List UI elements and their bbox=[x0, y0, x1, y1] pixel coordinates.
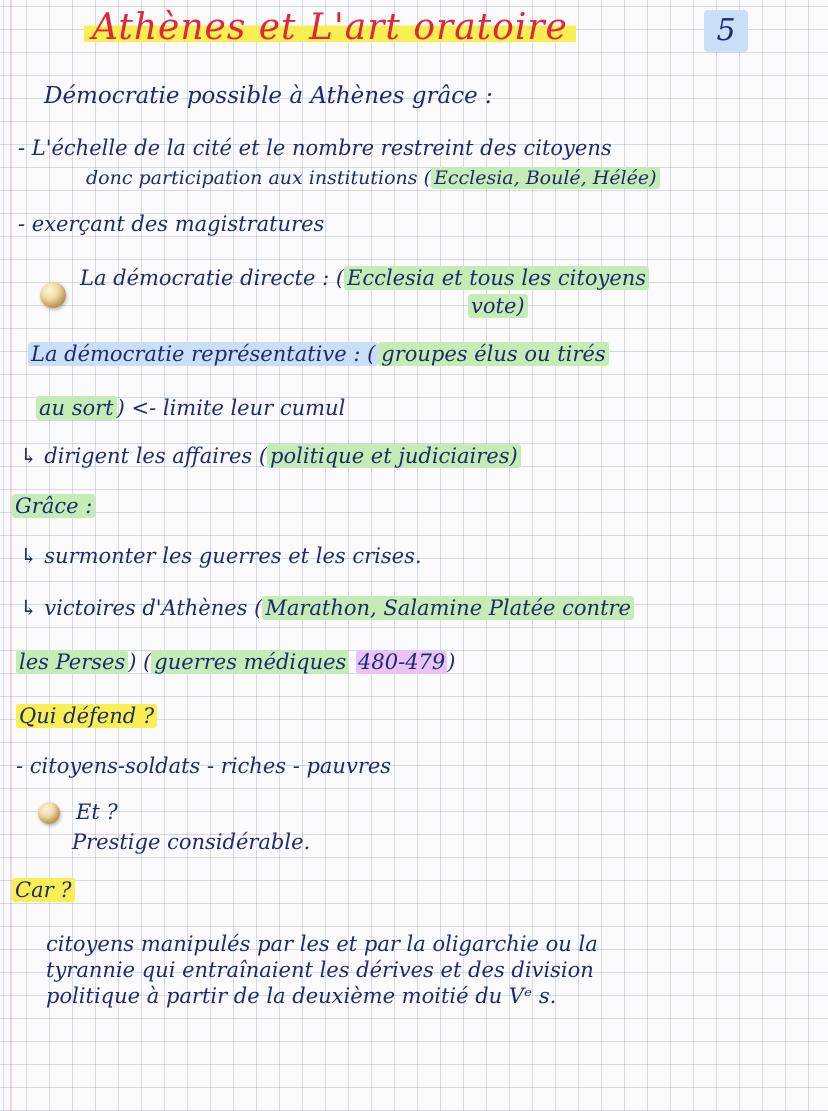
direct-affairs-text: ↳ dirigent les affaires ( bbox=[20, 444, 268, 468]
persians-text: les Perses bbox=[16, 650, 128, 674]
participation-text: donc participation aux institutions ( bbox=[86, 167, 431, 189]
victories-text: ↳ victoires d'Athènes ( bbox=[20, 596, 263, 620]
point-magistratures: - exerçant des magistratures bbox=[18, 212, 325, 236]
who-defends-text: Qui défend ? bbox=[16, 704, 157, 728]
victories-line bbox=[20, 594, 634, 622]
representative-democracy-label: La démocratie représentative : ( bbox=[28, 342, 378, 366]
direct-affairs-line bbox=[20, 442, 521, 470]
battles-list: Marathon, Salamine Platée contre bbox=[262, 596, 634, 620]
representative-democracy-line bbox=[28, 340, 609, 368]
representative-democracy-continued bbox=[36, 394, 345, 422]
defenders-line: - citoyens-soldats - riches - pauvres bbox=[16, 754, 392, 778]
page-title bbox=[84, 6, 576, 50]
median-wars-text: guerres médiques bbox=[151, 650, 349, 674]
representative-democracy-detail: groupes élus ou tirés bbox=[378, 342, 608, 366]
because-text: Car ? bbox=[12, 878, 75, 902]
persian-wars-line bbox=[16, 648, 455, 676]
direct-democracy-label: La démocratie directe : ( bbox=[80, 266, 345, 290]
closing-paren: ) bbox=[447, 650, 456, 674]
paren-text: ) ( bbox=[128, 650, 152, 674]
limit-cumul-text: ) <- limite leur cumul bbox=[116, 396, 346, 420]
vote-text: vote) bbox=[468, 294, 528, 318]
conclusion-line-3: politique à partir de la deuxième moitié du Vᵉ s. bbox=[46, 984, 557, 1008]
conclusion-line-1: citoyens manipulés par les et par la oligarchie ou la bbox=[46, 932, 598, 956]
direct-democracy-line bbox=[80, 264, 649, 292]
grace-heading-text: Grâce : bbox=[12, 494, 95, 518]
bead-bullet-icon bbox=[40, 282, 66, 308]
page-number: 5 bbox=[704, 10, 748, 52]
prestige-line: Prestige considérable. bbox=[72, 830, 311, 854]
conclusion-line-2: tyrannie qui entraînaient les dérives et des division bbox=[46, 958, 594, 982]
page-margin-line bbox=[10, 0, 12, 1111]
who-defends-heading bbox=[16, 702, 157, 730]
intro-heading: Démocratie possible à Athènes grâce : bbox=[44, 83, 493, 109]
point-scale-of-city: - L'échelle de la cité et le nombre restreint des citoyens bbox=[18, 136, 612, 160]
because-heading bbox=[12, 876, 75, 904]
page-title-text: Athènes et L'art oratoire bbox=[84, 7, 576, 48]
direct-democracy-detail: Ecclesia et tous les citoyens bbox=[344, 266, 649, 290]
war-dates: 480-479 bbox=[358, 650, 446, 674]
overcome-wars-line: ↳ surmonter les guerres et les crises. bbox=[20, 544, 422, 568]
and-question: Et ? bbox=[76, 800, 118, 824]
affairs-domains: politique et judiciaires) bbox=[267, 444, 521, 468]
point-participation bbox=[86, 164, 660, 192]
institutions-list: Ecclesia, Boulé, Hélée) bbox=[431, 167, 660, 189]
lottery-text: au sort bbox=[36, 396, 117, 420]
grace-heading bbox=[12, 492, 95, 520]
direct-democracy-vote bbox=[468, 292, 528, 320]
bead-bullet-icon bbox=[38, 802, 60, 824]
